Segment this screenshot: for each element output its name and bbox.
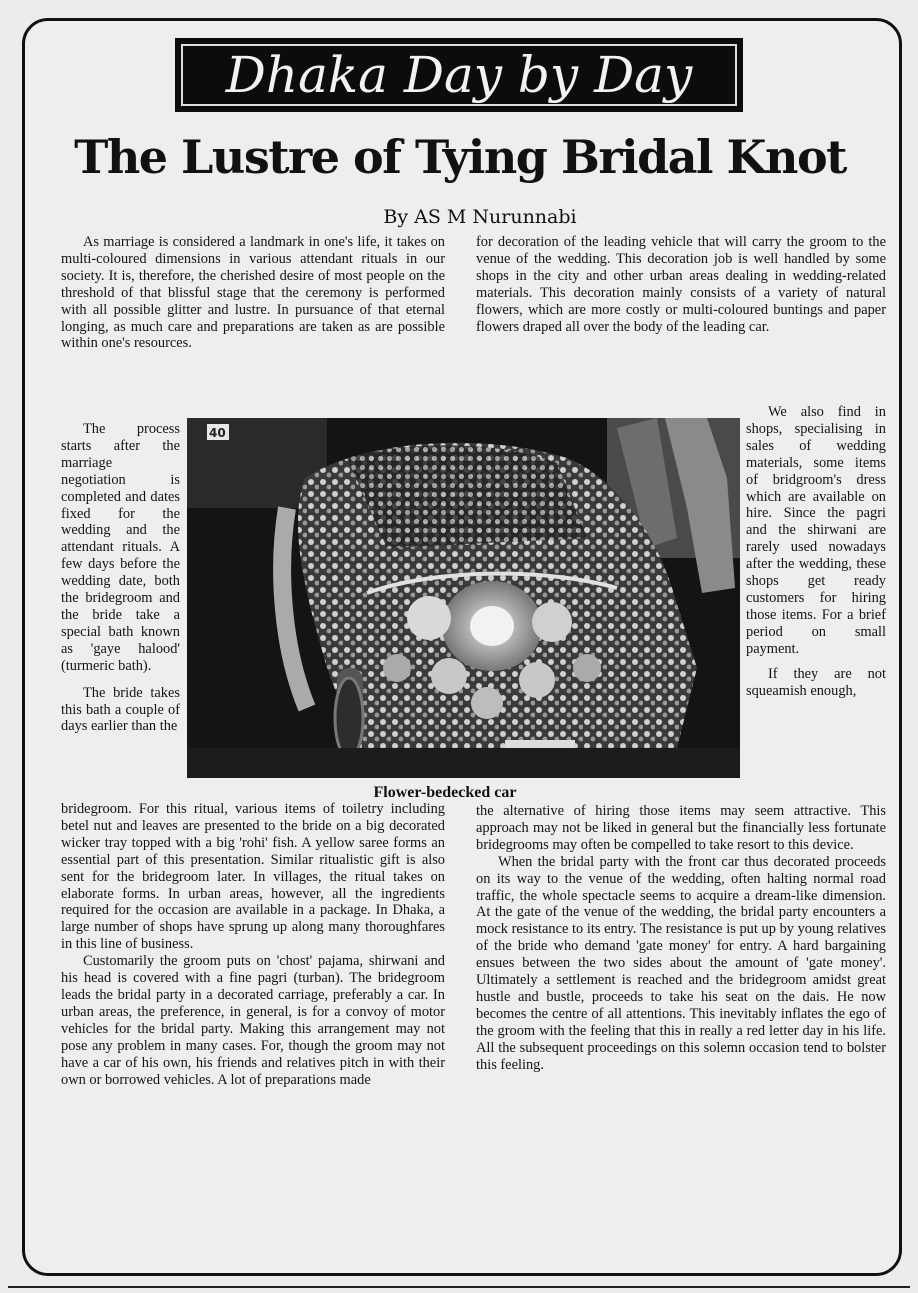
column-1-beside-photo: [61, 421, 180, 735]
section-banner: [175, 38, 743, 112]
photo-plate-label: 40: [209, 426, 226, 440]
photo-flower-car-image: [187, 418, 740, 778]
photo-caption: Flower-bedecked car: [373, 784, 517, 801]
paragraph: The bride takes this bath a couple of days earlier than the: [61, 684, 180, 735]
photo-flower-car: [187, 418, 740, 778]
column-1-top: [61, 234, 445, 352]
paragraph: bridegroom. For this ritual, various items of toiletry including betel nut and leaves are presented to the bride on a big decorated wicker tray topped with a big 'rohi' fish. A yellow saree forms an essential part of this presentation. Similar ritualistic gift is also sent for the bridegroom later. In villages, the ritual takes on elaborate forms. In urban areas, however, all the ingredients required for the occasion are available in a package. In Dhaka, a large number of shops have sprung up along many thoroughfares in this line of business.: [61, 801, 445, 953]
paragraph: As marriage is considered a landmark in one's life, it takes on multi-coloured dimensions in various attendant rituals in our society. It is, therefore, the cherished desire of most people on the threshold of that blissful stage that the ceremony is performed with all possible glitter and lustre. In pursuance of that eternal longing, as much care and preparations are taken as are possible within one's resources.: [61, 234, 445, 352]
column-2-bottom: [476, 803, 886, 1074]
paragraph: the alternative of hiring those items may seem attractive. This approach may not be liked in general but the financially less fortunate bridegrooms may often be compelled to take resort to this device.: [476, 803, 886, 853]
paragraph: Customarily the groom puts on 'chost' pajama, shirwani and his head is covered with a fine pagri (turban). The bridegroom leads the bridal party in a decorated carriage, preferably a car. In urban areas, the preference, in general, is for a convoy of motor vehicles for the bridal party. Making this arrangement may not pose any problem in many cases. For, though the groom may not have a car of his own, his friends and relatives pitch in with their own or borrowed vehicles. A lot of preparations made: [61, 953, 445, 1088]
headline: The Lustre of Tying Bridal Knot: [74, 130, 846, 184]
column-2-top: [476, 234, 886, 335]
paragraph: If they are not squeamish enough,: [746, 665, 886, 699]
section-title: Dhaka Day by Day: [225, 46, 693, 104]
column-2-beside-photo: [746, 404, 886, 699]
bottom-rule: [8, 1286, 910, 1288]
byline: By AS M Nurunnabi: [383, 206, 577, 228]
paragraph: for decoration of the leading vehicle that will carry the groom to the venue of the wedding. This decoration job is well handled by some shops in the city and other urban areas dealing in wedding-related materials. This decoration mainly consists of a variety of natural flowers, which are more costly or multi-coloured buntings and paper flowers draped all over the body of the leading car.: [476, 234, 886, 335]
paragraph: We also find in shops, specialising in sales of wedding materials, some items of bridgroom's dress which are available on hire. Since the pagri and the shirwani are rarely used nowadays after the wedding, these shops get ready customers for hiring those items. For a brief period on small payment.: [746, 404, 886, 657]
column-1-bottom: [61, 801, 445, 1088]
paragraph: When the bridal party with the front car thus decorated proceeds on its way to the venue of the wedding, often halting normal road traffic, the whole spectacle seems to acquire a dream-like dimension. At the gate of the venue of the wedding, the bridal party encounters a mock resistance to its entry. The resistance is put up by young relatives of the bride who demand 'gate money' for entry. A hard bargaining ensues between the two sides about the amount of 'gate money'. Ultimately a settlement is reached and the bridegroom amidst great hustle and bustle, proceeds to take his seat on the dais. He now becomes the centre of all attentions. This inevitably inflates the ego of the groom with the feeling that this in really a red letter day in his life. All the subsequent proceedings on this solemn occasion tend to bolster this feeling.: [476, 853, 886, 1073]
paragraph: The process starts after the marriage negotiation is completed and dates fixed for the wedding and the attendant rituals. A few days before the wedding date, both the bridegroom and the bride take a special bath known as 'gaye halood' (turmeric bath).: [61, 421, 180, 674]
